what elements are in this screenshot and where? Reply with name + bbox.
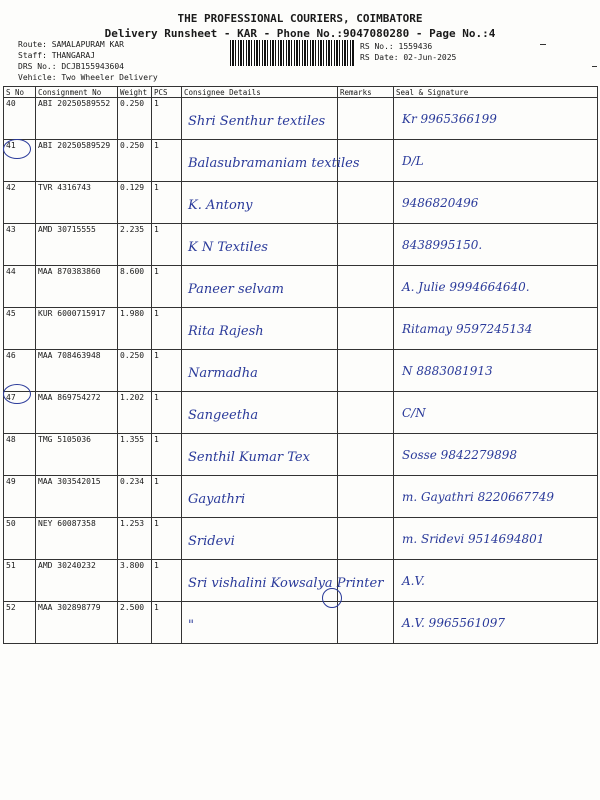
row-remarks — [338, 98, 394, 140]
row-sno: 47 — [4, 392, 36, 434]
row-signature: N 8883081913 — [402, 364, 493, 378]
row-weight: 3.800 — [118, 560, 152, 602]
row-sno: 40 — [4, 98, 36, 140]
route-label: Route: SAMALAPURAM KAR — [18, 40, 124, 49]
row-pcs: 1 — [152, 98, 182, 140]
row-consignee-cell — [182, 602, 338, 644]
row-pcs: 1 — [152, 140, 182, 182]
table-row — [4, 182, 598, 224]
row-sno: 42 — [4, 182, 36, 224]
row-signature: D/L — [402, 154, 424, 168]
row-pcs: 1 — [152, 224, 182, 266]
row-signature: Ritamay 9597245134 — [402, 322, 533, 336]
row-pcs: 1 — [152, 350, 182, 392]
row-signature: 9486820496 — [402, 196, 479, 210]
row-weight: 2.235 — [118, 224, 152, 266]
row-consignment-no: TMG 5105036 — [36, 434, 118, 476]
row-consignee-cell — [182, 518, 338, 560]
row-signature: 8438995150. — [402, 238, 483, 252]
row-signature: A.V. 9965561097 — [402, 616, 506, 630]
row-consignee-cell — [182, 434, 338, 476]
row-consignee: K N Textiles — [188, 240, 268, 255]
col-signature: Seal & Signature — [394, 87, 598, 98]
row-sno: 48 — [4, 434, 36, 476]
row-sno: 51 — [4, 560, 36, 602]
row-pcs: 1 — [152, 308, 182, 350]
row-consignee: Paneer selvam — [188, 282, 284, 297]
row-sno: 46 — [4, 350, 36, 392]
row-remarks — [338, 140, 394, 182]
row-weight: 1.980 — [118, 308, 152, 350]
row-signature: Kr 9965366199 — [402, 112, 497, 126]
row-signature-cell — [394, 602, 598, 644]
row-consignment-no: MAA 303542015 — [36, 476, 118, 518]
row-remarks — [338, 434, 394, 476]
row-pcs: 1 — [152, 560, 182, 602]
table-row — [4, 266, 598, 308]
barcode — [230, 40, 354, 66]
row-remarks — [338, 476, 394, 518]
row-consignment-no: MAA 869754272 — [36, 392, 118, 434]
row-weight: 0.250 — [118, 350, 152, 392]
row-consignee: Balasubramaniam textiles — [188, 156, 360, 171]
row-signature-cell — [394, 140, 598, 182]
runsheet-table — [3, 86, 598, 644]
row-weight: 8.600 — [118, 266, 152, 308]
row-pcs: 1 — [152, 182, 182, 224]
row-consignee-cell — [182, 182, 338, 224]
row-weight: 1.202 — [118, 392, 152, 434]
margin-mark — [592, 66, 597, 67]
row-consignee-cell — [182, 560, 384, 602]
col-consignment: Consignment No — [36, 87, 118, 98]
row-consignee-cell — [182, 98, 338, 140]
row-consignee: Rita Rajesh — [188, 324, 264, 339]
row-weight: 0.129 — [118, 182, 152, 224]
row-consignee: Senthil Kumar Tex — [188, 450, 310, 465]
row-pcs: 1 — [152, 602, 182, 644]
row-weight: 1.253 — [118, 518, 152, 560]
row-weight: 2.500 — [118, 602, 152, 644]
row-consignment-no: AMD 30715555 — [36, 224, 118, 266]
table-row — [4, 308, 598, 350]
row-signature: Sosse 9842279898 — [402, 448, 518, 462]
row-sno: 50 — [4, 518, 36, 560]
row-remarks — [338, 518, 394, 560]
table-row — [4, 392, 598, 434]
row-sno: 52 — [4, 602, 36, 644]
table-row — [4, 560, 598, 602]
row-consignee-cell — [182, 140, 360, 182]
row-weight: 0.250 — [118, 140, 152, 182]
row-consignment-no: NEY 60087358 — [36, 518, 118, 560]
circle-mark-47 — [3, 384, 31, 404]
row-weight: 0.234 — [118, 476, 152, 518]
table-row — [4, 224, 598, 266]
staff-label: Staff: THANGARAJ — [18, 51, 96, 60]
row-weight: 0.250 — [118, 98, 152, 140]
row-consignee-cell — [182, 308, 338, 350]
col-consignee: Consignee Details — [182, 87, 338, 98]
vehicle-label: Vehicle: Two Wheeler Delivery — [18, 73, 158, 82]
row-remarks — [338, 224, 394, 266]
row-consignee: " — [188, 618, 194, 633]
row-pcs: 1 — [152, 392, 182, 434]
row-consignee: Narmadha — [188, 366, 258, 381]
row-consignee: Gayathri — [188, 492, 246, 507]
margin-mark — [540, 44, 546, 45]
table-row — [4, 602, 598, 644]
drs-number: DRS No.: DCJB155943604 — [18, 62, 124, 71]
row-sno: 45 — [4, 308, 36, 350]
row-consignment-no: KUR 6000715917 — [36, 308, 118, 350]
row-signature-cell — [394, 182, 598, 224]
row-consignee-cell — [182, 266, 338, 308]
table-header — [4, 87, 598, 98]
row-remarks — [338, 560, 394, 602]
row-pcs: 1 — [152, 518, 182, 560]
row-consignment-no: ABI 20250589552 — [36, 98, 118, 140]
row-signature: A. Julie 9994664640. — [402, 280, 530, 294]
circle-mark-41 — [3, 139, 31, 159]
row-remarks — [338, 266, 394, 308]
row-signature-cell — [394, 392, 598, 434]
document-title: THE PROFESSIONAL COURIERS, COIMBATORE — [177, 12, 423, 25]
row-consignee: Shri Senthur textiles — [188, 114, 326, 129]
row-consignee: K. Antony — [188, 198, 253, 213]
row-signature-cell — [394, 98, 598, 140]
circle-mark-2 — [322, 588, 342, 608]
row-consignee: Sri vishalini Kowsalya Printer — [188, 576, 384, 591]
col-weight: Weight — [118, 87, 152, 98]
table-row — [4, 476, 598, 518]
row-pcs: 1 — [152, 266, 182, 308]
row-signature-cell — [394, 350, 598, 392]
row-signature: C/N — [402, 406, 426, 420]
row-sno: 49 — [4, 476, 36, 518]
row-consignment-no: ABI 20250589529 — [36, 140, 118, 182]
row-consignee: Sridevi — [188, 534, 235, 549]
row-consignment-no: MAA 870383860 — [36, 266, 118, 308]
table-row — [4, 98, 598, 140]
row-remarks — [338, 182, 394, 224]
row-signature-cell — [394, 518, 598, 560]
rs-date: RS Date: 02-Jun-2025 — [360, 53, 457, 62]
row-signature-cell — [394, 434, 598, 476]
row-consignee: Sangeetha — [188, 408, 259, 423]
row-pcs: 1 — [152, 476, 182, 518]
table-row — [4, 140, 598, 182]
row-consignee-cell — [182, 224, 338, 266]
row-remarks — [338, 350, 394, 392]
row-consignment-no: MAA 708463948 — [36, 350, 118, 392]
row-signature-cell — [394, 266, 598, 308]
row-signature: A.V. — [402, 574, 425, 588]
col-pcs: PCS — [152, 87, 182, 98]
document-subtitle: Delivery Runsheet - KAR - Phone No.:9047080280 - Page No.:4 — [104, 27, 496, 40]
row-consignee-cell — [182, 392, 338, 434]
row-consignee-cell — [182, 350, 338, 392]
row-consignment-no: AMD 30240232 — [36, 560, 118, 602]
row-signature: m. Sridevi 9514694801 — [402, 532, 545, 546]
row-consignment-no: TVR 4316743 — [36, 182, 118, 224]
col-remarks: Remarks — [338, 87, 394, 98]
table-row — [4, 350, 598, 392]
row-signature-cell — [394, 224, 598, 266]
row-sno: 43 — [4, 224, 36, 266]
row-remarks — [338, 602, 394, 644]
row-signature-cell — [394, 308, 598, 350]
rs-number: RS No.: 1559436 — [360, 42, 433, 51]
col-sno: S No — [4, 87, 36, 98]
row-weight: 1.355 — [118, 434, 152, 476]
row-signature: m. Gayathri 8220667749 — [402, 490, 554, 504]
row-remarks — [338, 392, 394, 434]
row-signature-cell — [394, 560, 598, 602]
table-row — [4, 518, 598, 560]
table-row — [4, 434, 598, 476]
row-remarks — [338, 308, 394, 350]
row-signature-cell — [394, 476, 598, 518]
row-sno: 44 — [4, 266, 36, 308]
row-pcs: 1 — [152, 434, 182, 476]
row-sno: 41 — [4, 140, 36, 182]
row-consignee-cell — [182, 476, 338, 518]
row-consignment-no: MAA 302898779 — [36, 602, 118, 644]
